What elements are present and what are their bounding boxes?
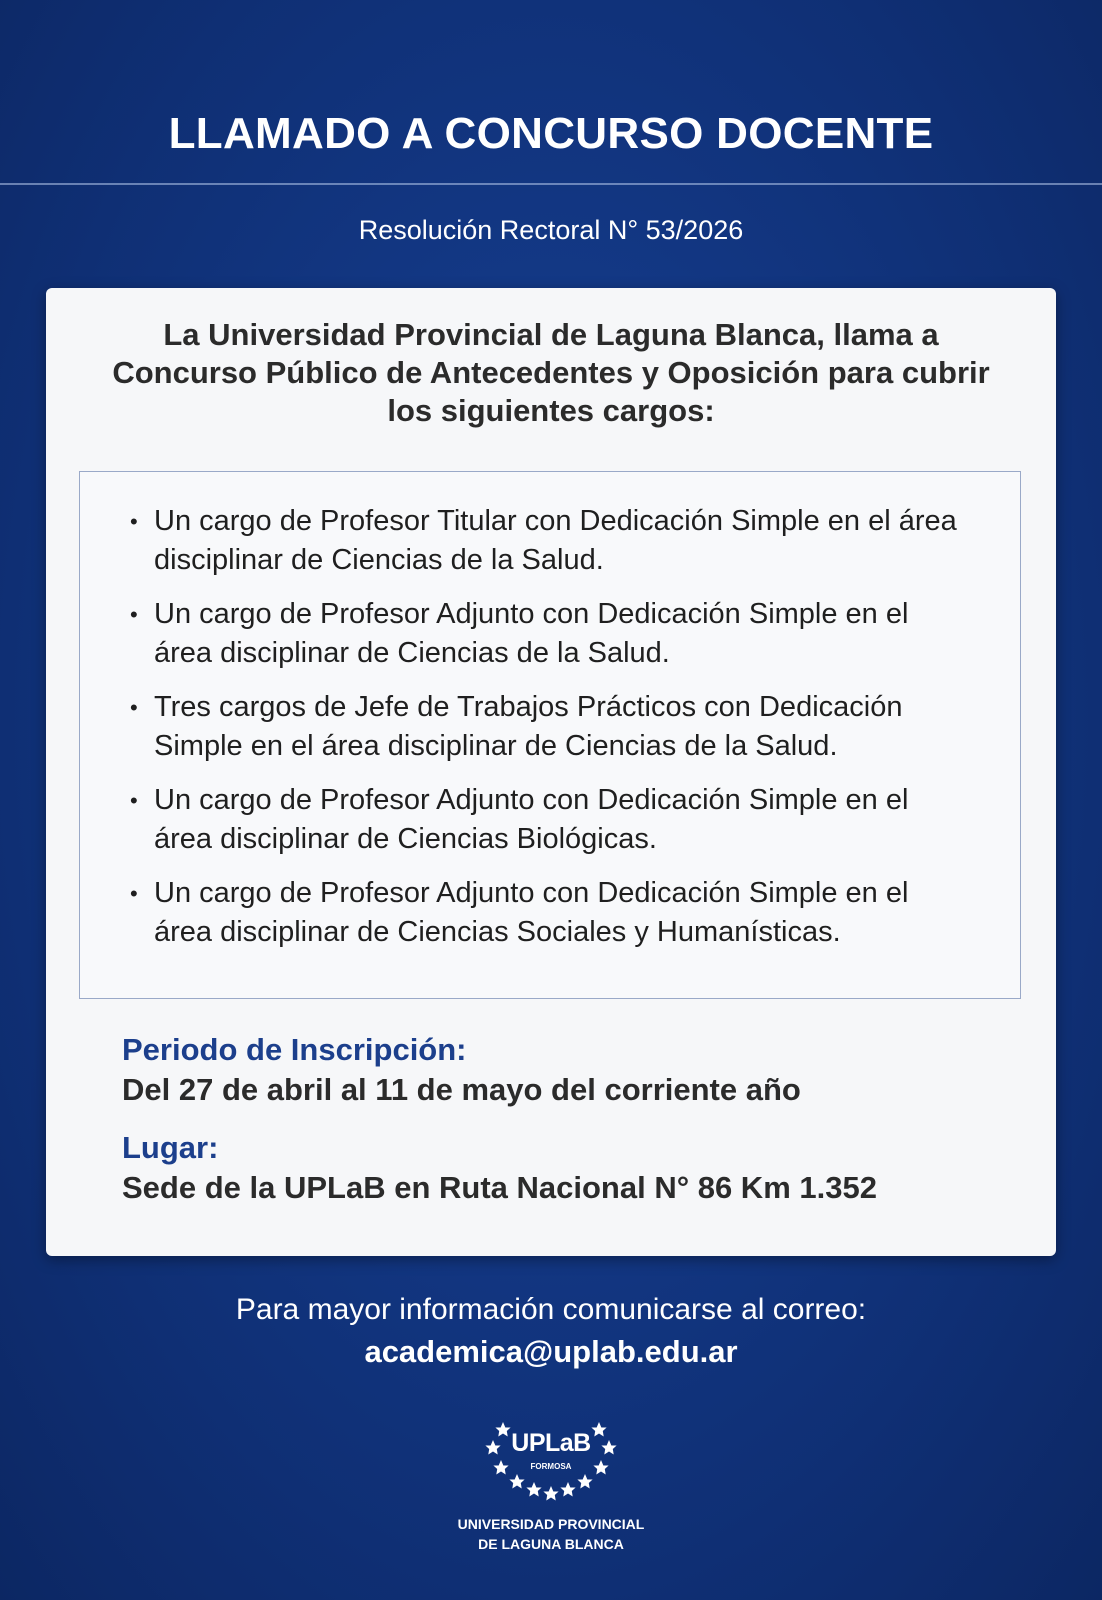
positions-list [130,502,970,967]
resolution-number: Resolución Rectoral N° 53/2026 [358,215,744,245]
contact-email-link[interactable]: academica@uplab.edu.ar [364,1334,738,1369]
star-icon [577,1474,592,1489]
announcement-card [46,288,1056,1256]
star-icon [526,1482,541,1497]
star-icon [509,1474,524,1489]
star-icon [560,1482,575,1497]
registration-period [122,1030,1002,1110]
logo-name-line2: DE LAGUNA BLANCA [478,1536,624,1552]
bullet: • [130,695,138,720]
logo-acronym: UPLaB [511,1429,591,1457]
registration-dates: Del 27 de abril al 11 de mayo del corriente año [122,1072,801,1107]
list-item [130,688,970,766]
location-block [122,1128,1002,1208]
bullet: • [130,509,138,534]
position-text: Un cargo de Profesor Adjunto con Dedicación Simple en el área disciplinar de Ciencias Sociales y Humanísticas. [154,877,909,948]
star-icon [543,1486,558,1501]
logo-subtitle: FORMOSA [530,1462,572,1471]
intro-text: La Universidad Provincial de Laguna Blanca, llama a Concurso Público de Antecedentes y Oposición para cubrir los siguientes cargos: [112,317,990,428]
university-logo [457,1414,645,1564]
list-item [130,874,970,952]
bullet: • [130,788,138,813]
list-item [130,502,970,580]
logo-university-name [451,1514,651,1554]
registration-label: Periodo de Inscripción: [122,1032,467,1067]
logo-name-line1: UNIVERSIDAD PROVINCIAL [457,1516,645,1532]
position-text: Un cargo de Profesor Titular con Dedicación Simple en el área disciplinar de Ciencias de la Salud. [154,505,957,576]
page-title: LLAMADO A CONCURSO DOCENTE [168,109,934,158]
positions-box [79,471,1021,999]
location-label: Lugar: [122,1130,219,1165]
position-text: Un cargo de Profesor Adjunto con Dedicación Simple en el área disciplinar de Ciencias de la Salud. [154,598,909,669]
position-text: Tres cargos de Jefe de Trabajos Prácticos con Dedicación Simple en el área disciplinar de Ciencias de la Salud. [154,691,903,762]
bullet: • [130,881,138,906]
list-item [130,781,970,859]
list-item [130,595,970,673]
bullet: • [130,602,138,627]
contact-text: Para mayor información comunicarse al correo: [235,1293,867,1326]
location-address: Sede de la UPLaB en Ruta Nacional N° 86 Km 1.352 [122,1170,877,1205]
position-text: Un cargo de Profesor Adjunto con Dedicación Simple en el área disciplinar de Ciencias Biológicas. [154,784,909,855]
title-divider [0,183,1102,185]
